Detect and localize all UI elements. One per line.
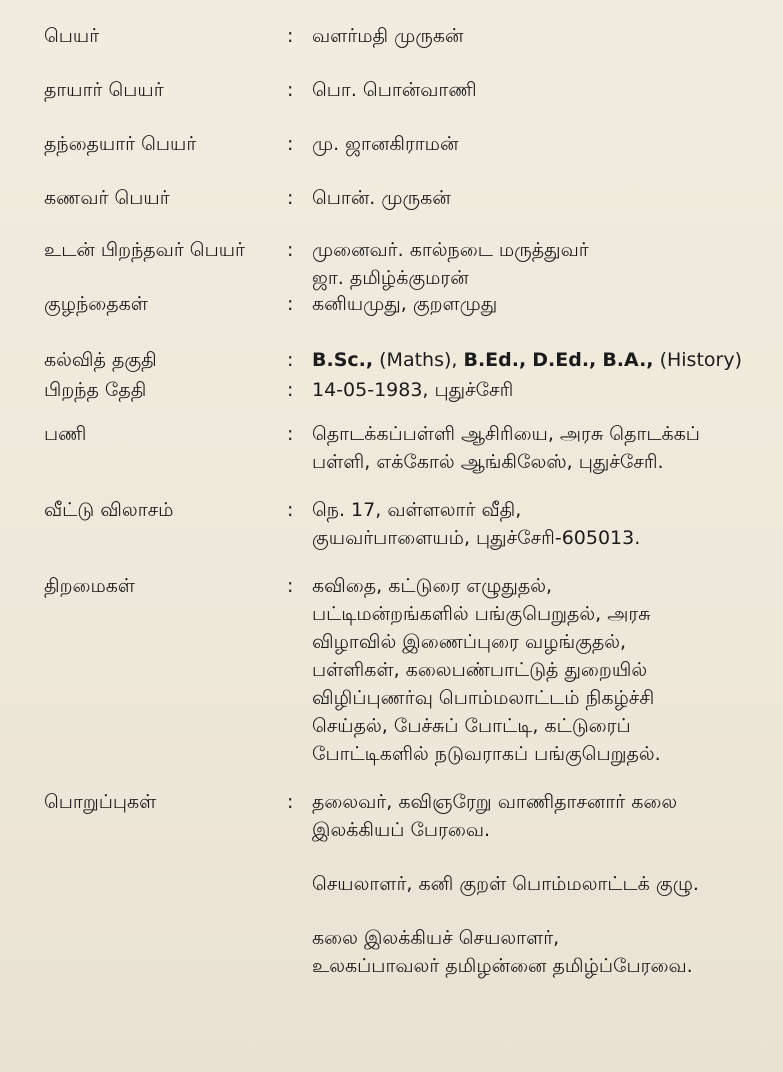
- row-husband-name: [0, 184, 783, 212]
- value-occupation-line-2: பள்ளி, எக்கோல் ஆங்கிலேஸ், புதுச்சேரி.: [312, 451, 664, 473]
- value-talents-line-7: போட்டிகளில் நடுவராகப் பங்குபெறுதல்.: [312, 743, 661, 765]
- value-talents-line-3: விழாவில் இணைப்புரை வழங்குதல்,: [312, 631, 627, 653]
- value-talents-line-5: விழிப்புணர்வு பொம்மலாட்டம் நிகழ்ச்சி: [312, 687, 655, 709]
- value-sibling-line-1: முனைவர். கால்நடை மருத்துவர்: [312, 239, 589, 261]
- value-responsibility-3-line-2: உலகப்பாவலர் தமிழன்னை தமிழ்ப்பேரவை.: [312, 955, 693, 977]
- value-father-name: மு. ஜானகிராமன்: [312, 133, 459, 155]
- degree-bsc-subject: (Maths),: [379, 349, 458, 371]
- row-birth-date: [0, 376, 783, 404]
- value-talents-line-1: கவிதை, கட்டுரை எழுதுதல்,: [312, 575, 553, 597]
- label-mother-name: தாயார் பெயர்: [44, 79, 164, 101]
- value-talents-line-4: பள்ளிகள், கலைபண்பாட்டுத் துறையில்: [312, 659, 648, 681]
- value-mother-name: பொ. பொன்வாணி: [312, 79, 477, 101]
- row-father-name: [0, 130, 783, 158]
- value-responsibility-1-line-2: இலக்கியப் பேரவை.: [312, 819, 491, 841]
- degree-bed: B.Ed.,: [463, 349, 527, 371]
- value-husband-name: பொன். முருகன்: [312, 187, 451, 209]
- degree-ba-subject: (History): [659, 349, 742, 371]
- label-address: வீட்டு விலாசம்: [44, 499, 174, 521]
- colon: :: [287, 187, 294, 209]
- row-occupation: [0, 420, 783, 476]
- colon: :: [287, 239, 294, 261]
- row-sibling-name: [0, 236, 783, 292]
- value-responsibility-1-line-1: தலைவர், கவிஞரேறு வாணிதாசனார் கலை: [312, 791, 678, 813]
- colon: :: [287, 379, 294, 401]
- row-talents: [0, 572, 783, 768]
- colon: :: [287, 349, 294, 371]
- row-mother-name: [0, 76, 783, 104]
- value-address-line-1: நெ. 17, வள்ளலார் வீதி,: [312, 499, 522, 521]
- value-address-line-2: குயவர்பாளையம், புதுச்சேரி-605013.: [312, 527, 641, 549]
- row-name: [0, 22, 783, 50]
- row-responsibilities: [0, 788, 783, 980]
- value-responsibility-2: செயலாளர், கனி குறள் பொம்மலாட்டக் குழு.: [312, 873, 699, 895]
- degree-bsc: B.Sc.,: [312, 349, 374, 371]
- colon: :: [287, 25, 294, 47]
- label-father-name: தந்தையார் பெயர்: [44, 133, 197, 155]
- label-education: கல்வித் தகுதி: [44, 349, 157, 371]
- value-occupation-line-1: தொடக்கப்பள்ளி ஆசிரியை, அரசு தொடக்கப்: [312, 423, 700, 445]
- value-talents-line-6: செய்தல், பேச்சுப் போட்டி, கட்டுரைப்: [312, 715, 631, 737]
- degree-ded: D.Ed.,: [532, 349, 597, 371]
- label-sibling-name: உடன் பிறந்தவர் பெயர்: [44, 239, 245, 261]
- colon: :: [287, 575, 294, 597]
- label-name: பெயர்: [44, 25, 100, 47]
- colon: :: [287, 133, 294, 155]
- label-birth-date: பிறந்த தேதி: [44, 379, 147, 401]
- label-responsibilities: பொறுப்புகள்: [44, 791, 157, 813]
- colon: :: [287, 293, 294, 315]
- label-children: குழந்தைகள்: [44, 293, 148, 315]
- colon: :: [287, 79, 294, 101]
- colon: :: [287, 791, 294, 813]
- value-birth-date: 14-05-1983, புதுச்சேரி: [312, 379, 514, 401]
- value-responsibility-3-line-1: கலை இலக்கியச் செயலாளர்,: [312, 927, 560, 949]
- value-children: கனியமுது, குறளமுது: [312, 293, 498, 315]
- value-talents-line-2: பட்டிமன்றங்களில் பங்குபெறுதல், அரசு: [312, 603, 651, 625]
- colon: :: [287, 499, 294, 521]
- row-education: [0, 346, 783, 374]
- label-talents: திறமைகள்: [44, 575, 136, 597]
- label-husband-name: கணவர் பெயர்: [44, 187, 170, 209]
- row-children: [0, 290, 783, 318]
- colon: :: [287, 423, 294, 445]
- row-address: [0, 496, 783, 552]
- value-name: வளர்மதி முருகன்: [312, 25, 464, 47]
- value-sibling-line-2: ஜா. தமிழ்க்குமரன்: [312, 267, 469, 289]
- label-occupation: பணி: [44, 423, 87, 445]
- degree-ba: B.A.,: [602, 349, 654, 371]
